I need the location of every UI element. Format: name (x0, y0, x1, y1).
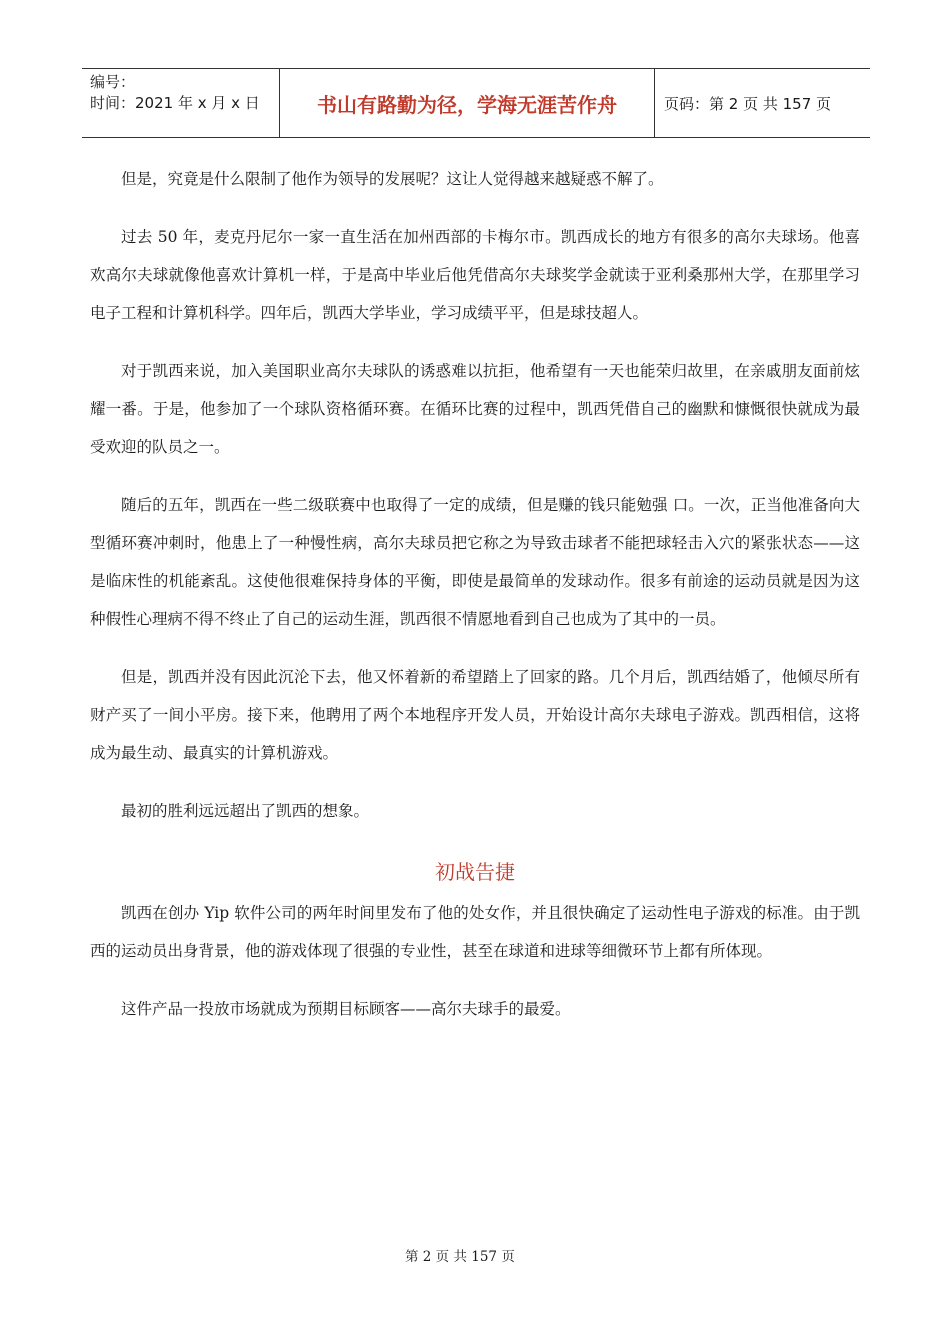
header-motto: 书山有路勤为径，学海无涯苦作舟 (280, 69, 655, 137)
paragraph: 最初的胜利远远超出了凯西的想象。 (121, 802, 370, 820)
paragraph: 这件产品一投放市场就成为预期目标顾客——高尔夫球手的最爱。 (121, 1000, 571, 1018)
paragraph: 但是，凯西并没有因此沉沦下去，他又怀着新的希望踏上了回家的路。几个月后，凯西结婚了，他倾尽所有财产买了一间小平房。接下来，他聘用了两个本地程序开发人员，开始设计高尔夫球电子游戏。凯西相信，这将成为最生动、最真实的计算机游戏。 (90, 668, 860, 762)
document-body (90, 160, 860, 1048)
date-label: 时间：2021 年 x 月 x 日 (90, 94, 260, 112)
serial-number-label: 编号： (90, 73, 136, 91)
header-page-info: 页码：第 2 页 共 157 页 (664, 94, 832, 113)
page-footer: 第 2 页 共 157 页 (405, 1249, 515, 1265)
paragraph: 对于凯西来说，加入美国职业高尔夫球队的诱惑难以抗拒，他希望有一天也能荣归故里，在亲戚朋友面前炫耀一番。于是，他参加了一个球队资格循环赛。在循环比赛的过程中，凯西凭借自己的幽默和慷慨很快就成为最受欢迎的队员之一。 (90, 362, 860, 456)
header-meta-cell (82, 69, 280, 137)
section-heading: 初战告捷 (435, 860, 515, 884)
paragraph: 随后的五年，凯西在一些二级联赛中也取得了一定的成绩，但是赚的钱只能勉强 口。一次，正当他准备向大型循环赛冲刺时，他患上了一种慢性病，高尔夫球员把它称之为导致击球者不能把球轻击入穴的紧张状态——这是临床性的机能紊乱。这使他很难保持身体的平衡，即使是最简单的发球动作。很多有前途的运动员就是因为这种假性心理病不得不终止了自己的运动生涯，凯西很不情愿地看到自己也成为了其中的一员。 (90, 496, 860, 628)
paragraph: 凯西在创办 Yip 软件公司的两年时间里发布了他的处女作，并且很快确定了运动性电子游戏的标准。由于凯西的运动员出身背景，他的游戏体现了很强的专业性，甚至在球道和进球等细微环节上都有所体现。 (90, 904, 860, 960)
paragraph: 过去 50 年，麦克丹尼尔一家一直生活在加州西部的卡梅尔市。凯西成长的地方有很多的高尔夫球场。他喜欢高尔夫球就像他喜欢计算机一样，于是高中毕业后他凭借高尔夫球奖学金就读于亚利桑那州大学，在那里学习电子工程和计算机科学。四年后，凯西大学毕业，学习成绩平平，但是球技超人。 (90, 228, 860, 322)
page-header (82, 68, 870, 138)
paragraph: 但是，究竟是什么限制了他作为领导的发展呢？这让人觉得越来越疑惑不解了。 (121, 170, 664, 188)
